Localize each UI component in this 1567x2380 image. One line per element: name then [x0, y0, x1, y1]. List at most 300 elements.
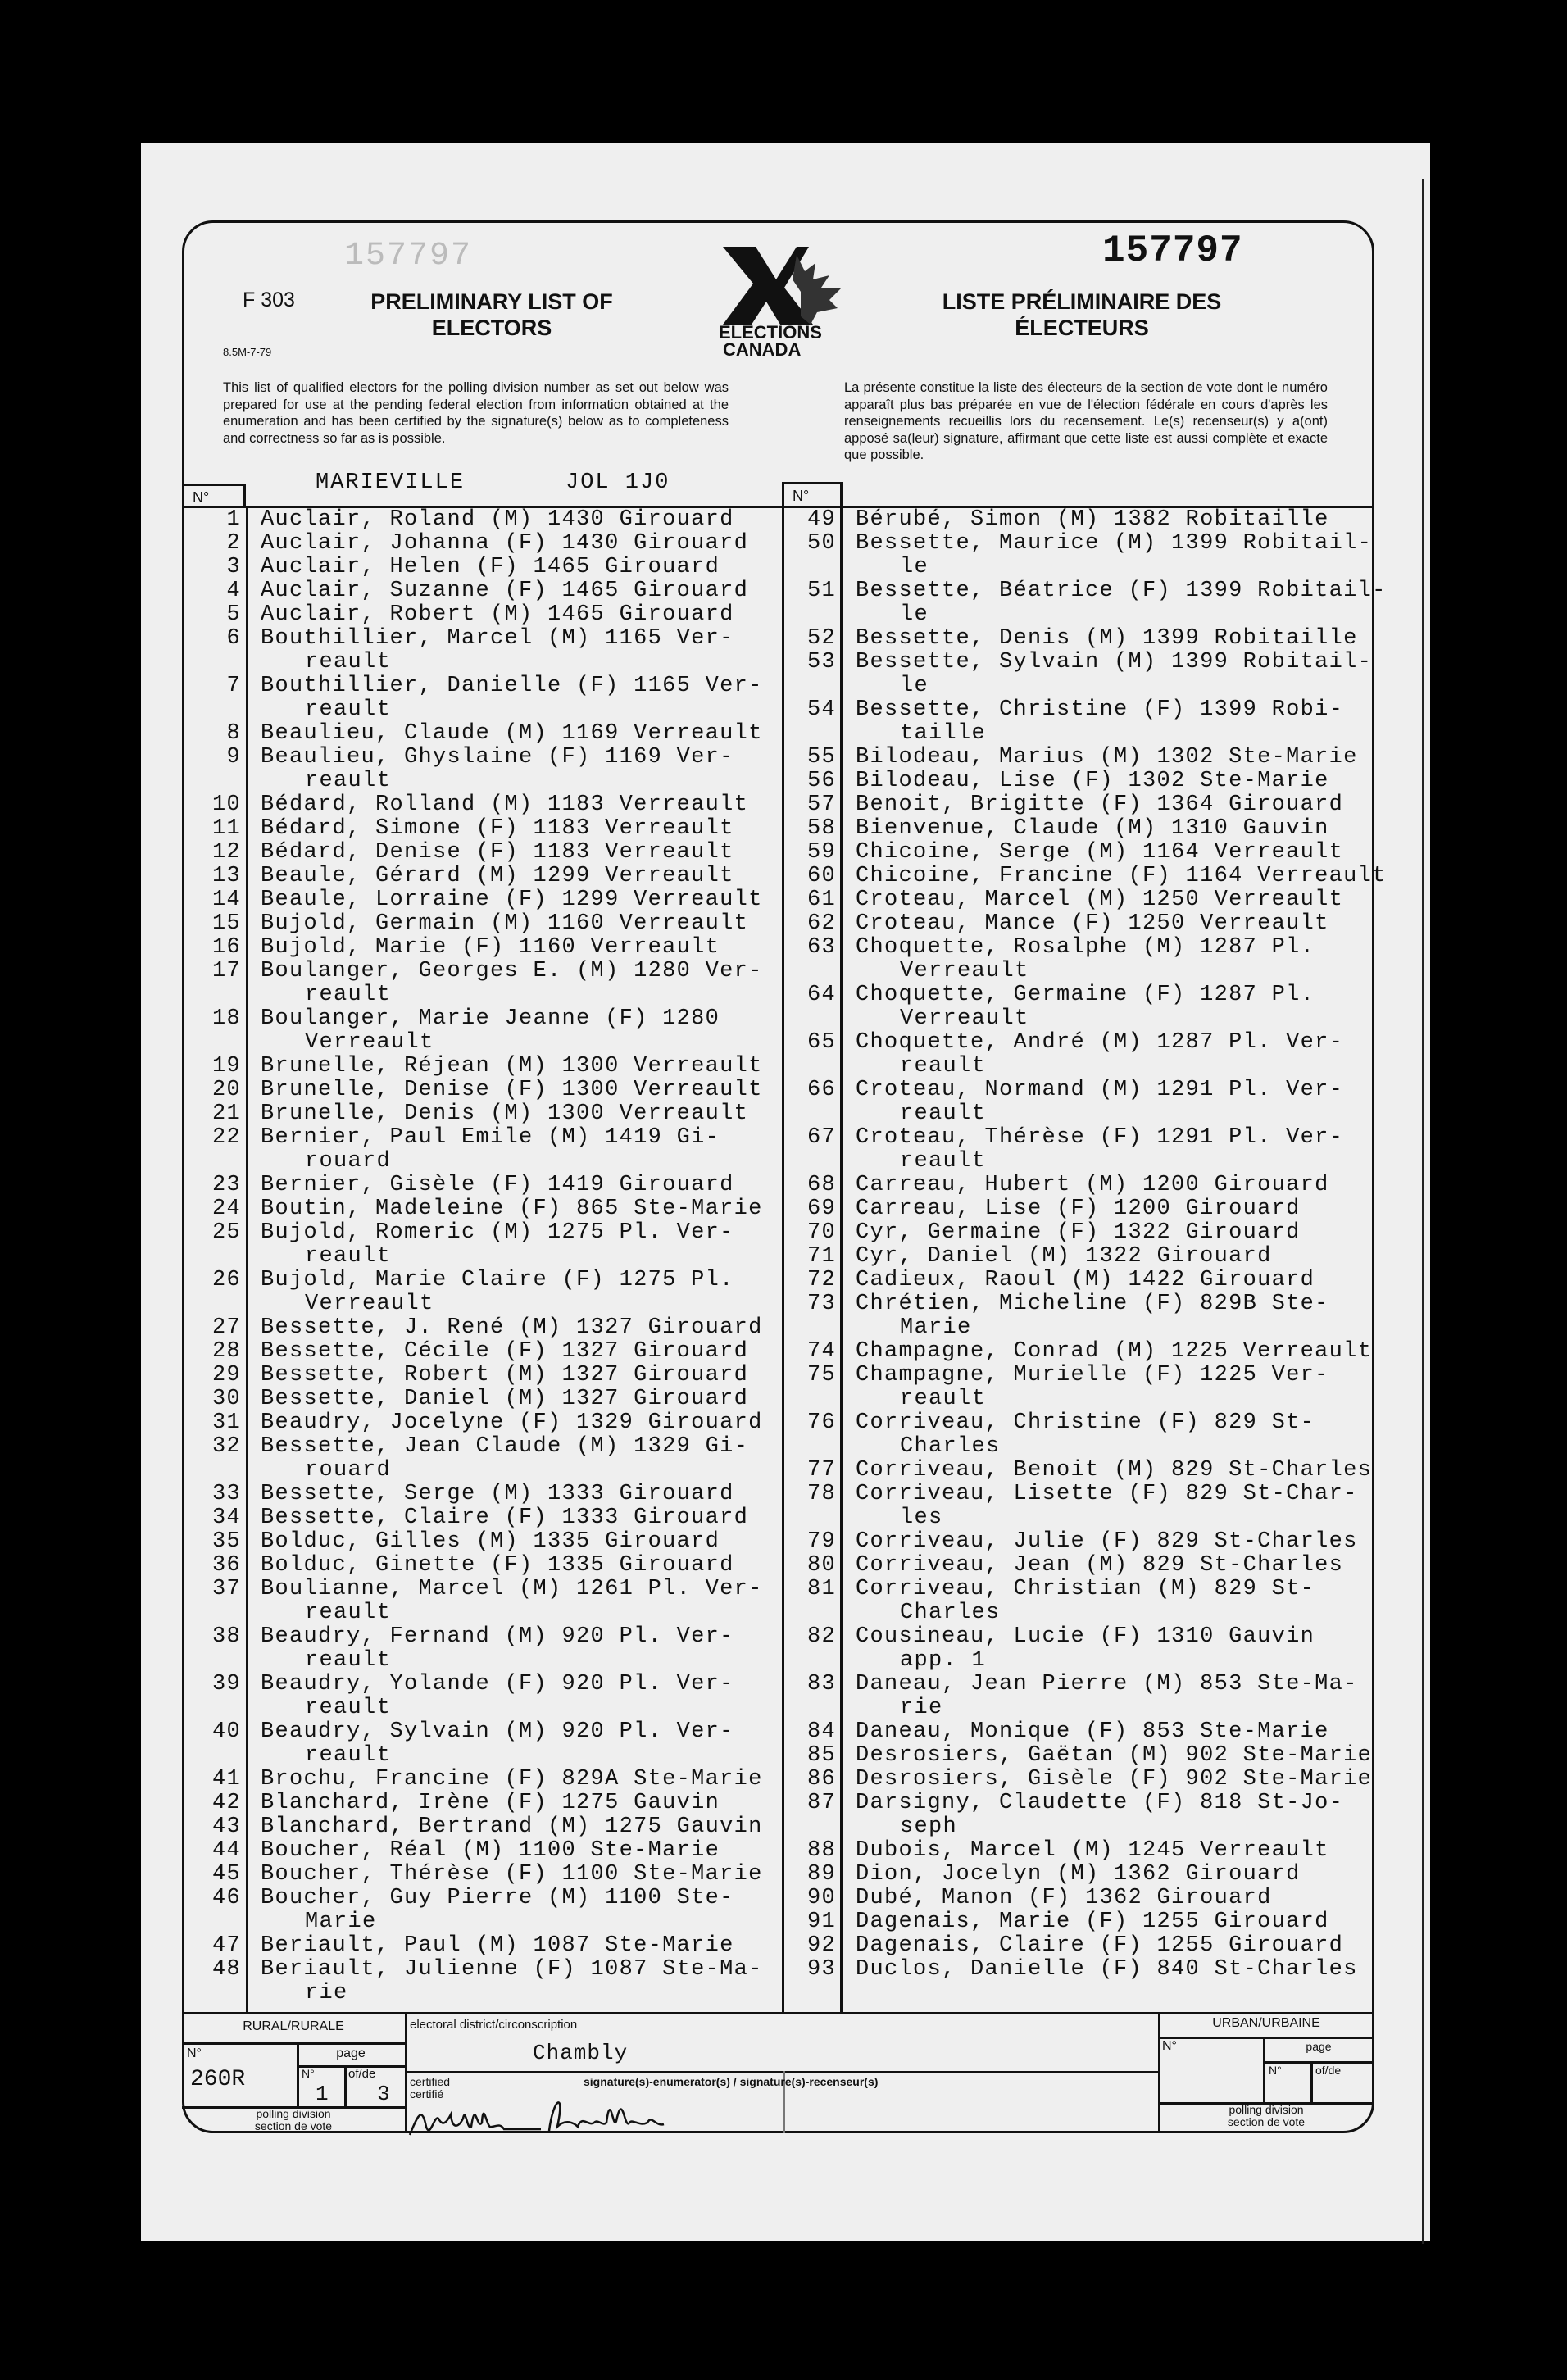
elector-row — [782, 508, 1372, 532]
elector-number: 84 — [806, 1719, 836, 1744]
elector-number: 4 — [226, 579, 241, 603]
elector-entry-line: Bujold, Romeric (M) 1275 Pl. Ver- — [261, 1220, 734, 1245]
footer-rule — [1158, 2037, 1374, 2039]
elector-entry-line: Croteau, Thérèse (F) 1291 Pl. Ver- — [856, 1125, 1344, 1150]
elector-entry-continuation: le — [900, 674, 929, 698]
elector-entry-line: Corriveau, Julie (F) 829 St-Charles — [856, 1529, 1358, 1554]
elector-entry-line: Auclair, Roland (M) 1430 Girouard — [261, 507, 734, 532]
elector-entry-line: Bessette, Denis (M) 1399 Robitaille — [856, 626, 1358, 651]
elector-entry-continuation: le — [900, 555, 929, 579]
elector-row — [782, 864, 1387, 888]
elector-entry-line: Cyr, Daniel (M) 1322 Girouard — [856, 1244, 1272, 1269]
elector-entry-line: Croteau, Marcel (M) 1250 Verreault — [856, 888, 1344, 912]
elector-row — [187, 556, 782, 579]
elector-entry-line: Auclair, Suzanne (F) 1465 Girouard — [261, 579, 749, 603]
elector-number: 47 — [211, 1933, 241, 1958]
elector-number: 59 — [806, 840, 836, 865]
elector-entry-line: Brunelle, Denise (F) 1300 Verreault — [261, 1078, 763, 1102]
elector-entry-line: Bédard, Simone (F) 1183 Verreault — [261, 816, 734, 841]
elector-row — [782, 770, 1372, 793]
elector-row — [782, 1031, 1372, 1079]
elector-row — [782, 579, 1387, 627]
elector-entry-line: Bessette, J. René (M) 1327 Girouard — [261, 1315, 763, 1340]
elector-number: 85 — [806, 1743, 836, 1768]
elector-row — [782, 1197, 1372, 1221]
elector-entry — [841, 1031, 1343, 1079]
elector-entry-line: Corriveau, Christian (M) 829 St- — [856, 1577, 1315, 1601]
page-of-label: of/de — [348, 2067, 376, 2081]
elector-number: 90 — [806, 1886, 836, 1910]
faded-stamp-number: 157797 — [344, 238, 473, 275]
elector-row — [187, 865, 782, 888]
elector-row — [782, 1483, 1372, 1530]
elector-entry — [841, 651, 1372, 698]
elector-entry-line: Beaule, Lorraine (F) 1299 Verreault — [261, 888, 763, 912]
elector-entry — [246, 1435, 748, 1483]
elector-entry — [841, 1269, 1315, 1292]
elector-entry-continuation: Charles — [900, 1434, 1001, 1459]
elector-row — [187, 1934, 782, 1958]
elector-entry-line: Bilodeau, Lise (F) 1302 Ste-Marie — [856, 769, 1329, 793]
elections-canada-logo — [719, 243, 858, 357]
elector-number: 14 — [211, 888, 241, 912]
elector-entry — [246, 1673, 734, 1720]
elector-entry — [246, 1364, 748, 1388]
elector-entry-line: Bédard, Denise (F) 1183 Verreault — [261, 840, 734, 865]
elector-entry — [246, 1530, 720, 1554]
elector-entry — [841, 1530, 1358, 1554]
elector-entry-continuation: rouard — [305, 1149, 392, 1174]
elector-number: 68 — [806, 1173, 836, 1197]
elector-number: 81 — [806, 1577, 836, 1601]
elector-entry — [841, 1292, 1329, 1340]
elector-entry-line: Brunelle, Denis (M) 1300 Verreault — [261, 1101, 749, 1126]
elector-entry-line: Boucher, Réal (M) 1100 Ste-Marie — [261, 1838, 720, 1863]
elector-number: 40 — [211, 1719, 241, 1744]
elector-number: 80 — [806, 1553, 836, 1578]
elector-row — [187, 1435, 782, 1483]
elector-entry — [841, 1887, 1272, 1910]
number-header-left: N° — [182, 484, 246, 508]
elector-entry-line: Auclair, Robert (M) 1465 Girouard — [261, 602, 734, 627]
elector-number: 2 — [226, 531, 241, 556]
elector-number: 92 — [806, 1933, 836, 1958]
elector-number: 26 — [211, 1268, 241, 1292]
district-label: electoral district/circonscription — [410, 2018, 578, 2032]
elector-number: 76 — [806, 1410, 836, 1435]
elector-entry — [841, 627, 1358, 651]
elector-entry-line: Darsigny, Claudette (F) 818 St-Jo- — [856, 1791, 1344, 1815]
elector-row — [187, 1530, 782, 1554]
elector-entry-line: Dagenais, Claire (F) 1255 Girouard — [856, 1933, 1344, 1958]
elector-entry-line: Bolduc, Ginette (F) 1335 Girouard — [261, 1553, 734, 1578]
elector-row — [782, 793, 1372, 817]
statement-english: This list of qualified electors for the polling division number as set out below was prepared for use at the pending federal election from information obtained at the enumeration and has been certified by the signature(s) below as to completeness and correctness so far as is possible. — [223, 380, 729, 446]
elector-entry — [246, 508, 734, 532]
elector-entry — [246, 722, 763, 746]
elector-entry — [841, 1364, 1329, 1411]
elector-entry-line: Bujold, Marie (F) 1160 Verreault — [261, 935, 720, 960]
elector-entry-line: Croteau, Mance (F) 1250 Verreault — [856, 911, 1329, 936]
elector-number: 36 — [211, 1553, 241, 1578]
elector-entry-line: Corriveau, Benoit (M) 829 St-Charles — [856, 1458, 1373, 1483]
label-line: certifié — [410, 2087, 444, 2101]
elector-entry — [246, 1863, 763, 1887]
elector-number: 39 — [211, 1672, 241, 1696]
elector-row — [187, 888, 782, 912]
elector-number: 87 — [806, 1791, 836, 1815]
elector-row — [782, 1839, 1372, 1863]
elector-entry — [841, 746, 1358, 770]
elector-entry-line: Bolduc, Gilles (M) 1335 Girouard — [261, 1529, 720, 1554]
elector-number: 10 — [211, 793, 241, 817]
elector-row — [782, 1863, 1372, 1887]
elector-number: 28 — [211, 1339, 241, 1364]
elector-entry-line: Croteau, Normand (M) 1291 Pl. Ver- — [856, 1078, 1344, 1102]
elector-entry-line: Benoit, Brigitte (F) 1364 Girouard — [856, 793, 1344, 817]
elector-row — [187, 1554, 782, 1578]
elector-row — [187, 1887, 782, 1934]
elector-row — [782, 1530, 1372, 1554]
elector-number: 25 — [211, 1220, 241, 1245]
elector-entry-line: Daneau, Monique (F) 853 Ste-Marie — [856, 1719, 1329, 1744]
rural-page-label: page — [336, 2046, 366, 2060]
elector-row — [187, 1839, 782, 1863]
elector-row — [782, 1292, 1372, 1340]
elector-entry-line: Bessette, Robert (M) 1327 Girouard — [261, 1363, 749, 1388]
elector-entry-continuation: reault — [305, 1696, 392, 1720]
elector-entry — [841, 1221, 1301, 1245]
elector-entry-line: Carreau, Lise (F) 1200 Girouard — [856, 1197, 1301, 1221]
elector-entry-line: Boucher, Thérèse (F) 1100 Ste-Marie — [261, 1862, 763, 1887]
elector-entry-continuation: reault — [305, 1743, 392, 1768]
elector-entry-line: Corriveau, Jean (M) 829 St-Charles — [856, 1553, 1344, 1578]
elector-entry-line: Bessette, Christine (F) 1399 Robi- — [856, 697, 1344, 722]
elector-entry-line: Bessette, Jean Claude (M) 1329 Gi- — [261, 1434, 749, 1459]
elector-entry-line: Dagenais, Marie (F) 1255 Girouard — [856, 1910, 1329, 1934]
elector-entry — [841, 1863, 1301, 1887]
elector-entry-line: Carreau, Hubert (M) 1200 Girouard — [856, 1173, 1329, 1197]
elector-entry — [246, 912, 748, 936]
elector-entry-line: Beaudry, Jocelyne (F) 1329 Girouard — [261, 1410, 763, 1435]
page-total: 3 — [377, 2082, 390, 2106]
elector-number: 32 — [211, 1434, 241, 1459]
elector-number: 1 — [226, 507, 241, 532]
elector-number: 20 — [211, 1078, 241, 1102]
elector-entry-continuation: reault — [305, 983, 392, 1007]
elector-row — [187, 1079, 782, 1102]
electoral-district: Chambly — [533, 2041, 629, 2065]
elector-entry — [841, 983, 1315, 1031]
elector-entry — [841, 1839, 1329, 1863]
elector-row — [782, 532, 1372, 579]
elector-entry-line: Auclair, Helen (F) 1465 Girouard — [261, 555, 720, 579]
elector-number: 16 — [211, 935, 241, 960]
elector-number: 13 — [211, 864, 241, 888]
elector-entry — [841, 579, 1387, 627]
elector-row — [782, 1126, 1372, 1174]
elector-number: 46 — [211, 1886, 241, 1910]
signature-label: signature(s)-enumerator(s) / signature(s)-recenseur(s) — [584, 2075, 879, 2088]
elector-row — [782, 1910, 1372, 1934]
footer-rule — [182, 2042, 405, 2045]
elector-entry — [841, 1673, 1358, 1720]
urban-page-of-label: of/de — [1315, 2064, 1342, 2077]
elector-entry-continuation: Charles — [900, 1601, 1001, 1625]
elector-entry — [246, 1720, 734, 1768]
elector-row — [187, 1815, 782, 1839]
elector-entry-line: Boulanger, Georges E. (M) 1280 Ver- — [261, 959, 763, 983]
elector-entry-line: Boulianne, Marcel (M) 1261 Pl. Ver- — [261, 1577, 763, 1601]
elector-row — [187, 936, 782, 960]
elector-entry — [246, 1792, 720, 1815]
elector-entry-line: Bessette, Cécile (F) 1327 Girouard — [261, 1339, 749, 1364]
footer-rule — [344, 2065, 347, 2106]
elector-number: 7 — [226, 674, 241, 698]
elector-entry — [246, 1102, 748, 1126]
logo-text-canada: CANADA — [723, 339, 802, 357]
elector-entry-continuation: rie — [305, 1981, 348, 2005]
elector-row — [187, 1483, 782, 1506]
elector-entry-continuation: Verreault — [305, 1292, 434, 1316]
elector-row — [187, 1673, 782, 1720]
elector-entry — [841, 936, 1315, 983]
elector-entry-line: Dubé, Manon (F) 1362 Girouard — [856, 1886, 1272, 1910]
elector-number: 37 — [211, 1577, 241, 1601]
elector-entry-line: Bessette, Claire (F) 1333 Girouard — [261, 1506, 749, 1530]
elector-number: 72 — [806, 1268, 836, 1292]
elector-number: 43 — [211, 1815, 241, 1839]
elector-entry — [841, 508, 1329, 532]
elector-entry — [246, 603, 734, 627]
elector-entry-line: Corriveau, Lisette (F) 829 St-Char- — [856, 1482, 1358, 1506]
elector-number: 27 — [211, 1315, 241, 1340]
elector-row — [782, 1554, 1372, 1578]
elector-row — [187, 1364, 782, 1388]
elector-row — [782, 1958, 1372, 1982]
elector-entry-continuation: Verreault — [305, 1030, 434, 1055]
label-line: section de vote — [1227, 2115, 1306, 2128]
elector-entry — [246, 1411, 763, 1435]
elector-entry — [841, 817, 1329, 841]
elector-number: 34 — [211, 1506, 241, 1530]
elector-number: 15 — [211, 911, 241, 936]
elector-entry-line: Champagne, Murielle (F) 1225 Ver- — [856, 1363, 1329, 1388]
elector-entry — [246, 936, 720, 960]
elector-entry-continuation: reault — [305, 697, 392, 722]
elector-number: 57 — [806, 793, 836, 817]
elector-row — [782, 888, 1372, 912]
elector-entry-continuation: reault — [900, 1101, 987, 1126]
elector-entry — [841, 1459, 1372, 1483]
rural-label: RURAL/RURALE — [243, 2019, 344, 2033]
elector-entry-line: Beaudry, Yolande (F) 920 Pl. Ver- — [261, 1672, 734, 1696]
elector-number: 60 — [806, 864, 836, 888]
elector-entry — [246, 817, 734, 841]
elector-entry-line: Bienvenue, Claude (M) 1310 Gauvin — [856, 816, 1329, 841]
elector-entry — [246, 1126, 720, 1174]
elector-row — [187, 793, 782, 817]
elector-number: 70 — [806, 1220, 836, 1245]
elector-row — [187, 603, 782, 627]
elector-row — [187, 722, 782, 746]
elector-entry — [841, 1411, 1315, 1459]
footer-rule — [1310, 2061, 1313, 2102]
elector-entry-line: Beaulieu, Ghyslaine (F) 1169 Ver- — [261, 745, 734, 770]
elector-entry-line: Blanchard, Irène (F) 1275 Gauvin — [261, 1791, 720, 1815]
elector-entry — [841, 1625, 1315, 1673]
elector-entry — [246, 1483, 734, 1506]
elector-row — [187, 1055, 782, 1079]
elector-number: 52 — [806, 626, 836, 651]
elector-entry — [246, 1221, 734, 1269]
elector-entry-line: Beaulieu, Claude (M) 1169 Verreault — [261, 721, 763, 746]
elector-entry — [841, 532, 1372, 579]
elector-row — [782, 1364, 1372, 1411]
elector-entry-line: Beaule, Gérard (M) 1299 Verreault — [261, 864, 734, 888]
elector-row — [187, 508, 782, 532]
elector-row — [187, 1792, 782, 1815]
elector-entry-line: Chicoine, Serge (M) 1164 Verreault — [856, 840, 1344, 865]
page-no-label: N° — [302, 2067, 315, 2080]
elector-number: 29 — [211, 1363, 241, 1388]
elector-number: 17 — [211, 959, 241, 983]
elector-row — [187, 1007, 782, 1055]
logo-text-elections: ELECTIONS — [719, 322, 822, 343]
elector-number: 45 — [211, 1862, 241, 1887]
elector-number: 31 — [211, 1410, 241, 1435]
elector-entry-line: Chrétien, Micheline (F) 829B Ste- — [856, 1292, 1329, 1316]
elector-row — [187, 817, 782, 841]
enumerator-signature — [402, 2082, 787, 2147]
elector-entry-line: Corriveau, Christine (F) 829 St- — [856, 1410, 1315, 1435]
elector-row — [782, 1720, 1372, 1744]
elector-row — [782, 912, 1372, 936]
elector-entry-continuation: reault — [900, 1054, 987, 1079]
elector-entry — [246, 674, 763, 722]
elector-entry-line: Bédard, Rolland (M) 1183 Verreault — [261, 793, 749, 817]
elector-number: 19 — [211, 1054, 241, 1079]
elector-entry — [246, 1269, 734, 1316]
elector-entry-line: Auclair, Johanna (F) 1430 Girouard — [261, 531, 749, 556]
elector-row — [782, 1768, 1372, 1792]
elector-entry-continuation: reault — [305, 1601, 392, 1625]
elector-entry — [246, 1055, 763, 1079]
elector-number: 35 — [211, 1529, 241, 1554]
elector-row — [187, 1506, 782, 1530]
elector-entry — [246, 1934, 734, 1958]
elector-entry-line: Bouthillier, Marcel (M) 1165 Ver- — [261, 626, 734, 651]
elector-number: 66 — [806, 1078, 836, 1102]
elector-row — [782, 1934, 1372, 1958]
elector-entry — [246, 1079, 763, 1102]
elector-entry — [246, 1578, 763, 1625]
elector-entry-line: Dion, Jocelyn (M) 1362 Girouard — [856, 1862, 1301, 1887]
elector-entry-line: Bessette, Béatrice (F) 1399 Robitail- — [856, 579, 1387, 603]
elector-entry — [841, 1768, 1372, 1792]
elector-entry — [246, 1007, 720, 1055]
elector-number: 77 — [806, 1458, 836, 1483]
elector-row — [187, 1625, 782, 1673]
elector-row — [782, 1174, 1372, 1197]
elector-entry-line: Beriault, Paul (M) 1087 Ste-Marie — [261, 1933, 734, 1958]
elector-number: 74 — [806, 1339, 836, 1364]
elector-entry — [841, 1792, 1343, 1839]
number-header-right: N° — [782, 482, 843, 508]
print-code: 8.5M-7-79 — [223, 346, 272, 358]
electors-list-left — [187, 508, 782, 2005]
elector-number: 24 — [211, 1197, 241, 1221]
elector-row — [187, 1126, 782, 1174]
elector-entry-line: Cousineau, Lucie (F) 1310 Gauvin — [856, 1624, 1315, 1649]
elector-number: 42 — [211, 1791, 241, 1815]
elector-entry — [246, 1388, 748, 1411]
elector-number: 65 — [806, 1030, 836, 1055]
elector-row — [187, 1388, 782, 1411]
form-number: F 303 — [243, 288, 295, 311]
elector-number: 21 — [211, 1101, 241, 1126]
elector-entry-line: Bujold, Marie Claire (F) 1275 Pl. — [261, 1268, 734, 1292]
elector-row — [782, 1792, 1372, 1839]
elector-entry — [841, 1744, 1372, 1768]
elector-number: 73 — [806, 1292, 836, 1316]
elector-number: 50 — [806, 531, 836, 556]
elector-number: 11 — [211, 816, 241, 841]
elector-entry-line: Bessette, Maurice (M) 1399 Robitail- — [856, 531, 1373, 556]
elector-row — [187, 1316, 782, 1340]
elector-row — [187, 1221, 782, 1269]
elector-entry — [246, 1316, 763, 1340]
elector-row — [187, 1720, 782, 1768]
elector-entry — [246, 1554, 734, 1578]
elector-number: 48 — [211, 1957, 241, 1982]
elector-number: 86 — [806, 1767, 836, 1792]
elector-entry — [841, 770, 1329, 793]
elector-number: 93 — [806, 1957, 836, 1982]
elector-entry-continuation: rie — [900, 1696, 943, 1720]
elector-number: 58 — [806, 816, 836, 841]
elector-number: 18 — [211, 1006, 241, 1031]
elector-entry-line: Brunelle, Réjean (M) 1300 Verreault — [261, 1054, 763, 1079]
elector-entry-continuation: reault — [305, 769, 392, 793]
label-line: polling division — [1229, 2103, 1304, 2116]
elector-number: 79 — [806, 1529, 836, 1554]
elector-entry — [841, 1245, 1272, 1269]
urban-page-no-label: N° — [1269, 2064, 1282, 2077]
elector-entry — [841, 698, 1343, 746]
label-line: polling division — [256, 2107, 331, 2120]
elector-row — [187, 1863, 782, 1887]
elector-row — [187, 674, 782, 722]
elector-number: 83 — [806, 1672, 836, 1696]
elector-entry-line: Bérubé, Simon (M) 1382 Robitaille — [856, 507, 1329, 532]
elector-entry — [246, 1958, 763, 2005]
elector-entry-continuation: app. 1 — [900, 1648, 987, 1673]
elector-entry — [246, 1340, 748, 1364]
elector-row — [782, 627, 1372, 651]
elector-entry — [246, 627, 734, 674]
elector-number: 3 — [226, 555, 241, 579]
serial-number: 157797 — [1102, 229, 1243, 272]
elector-row — [187, 1269, 782, 1316]
elector-row — [782, 1411, 1372, 1459]
elector-row — [782, 936, 1372, 983]
elector-row — [782, 1245, 1372, 1269]
elector-number: 67 — [806, 1125, 836, 1150]
elector-entry-continuation: reault — [305, 650, 392, 674]
elector-entry-line: Daneau, Jean Pierre (M) 853 Ste-Ma- — [856, 1672, 1358, 1696]
elector-number: 78 — [806, 1482, 836, 1506]
